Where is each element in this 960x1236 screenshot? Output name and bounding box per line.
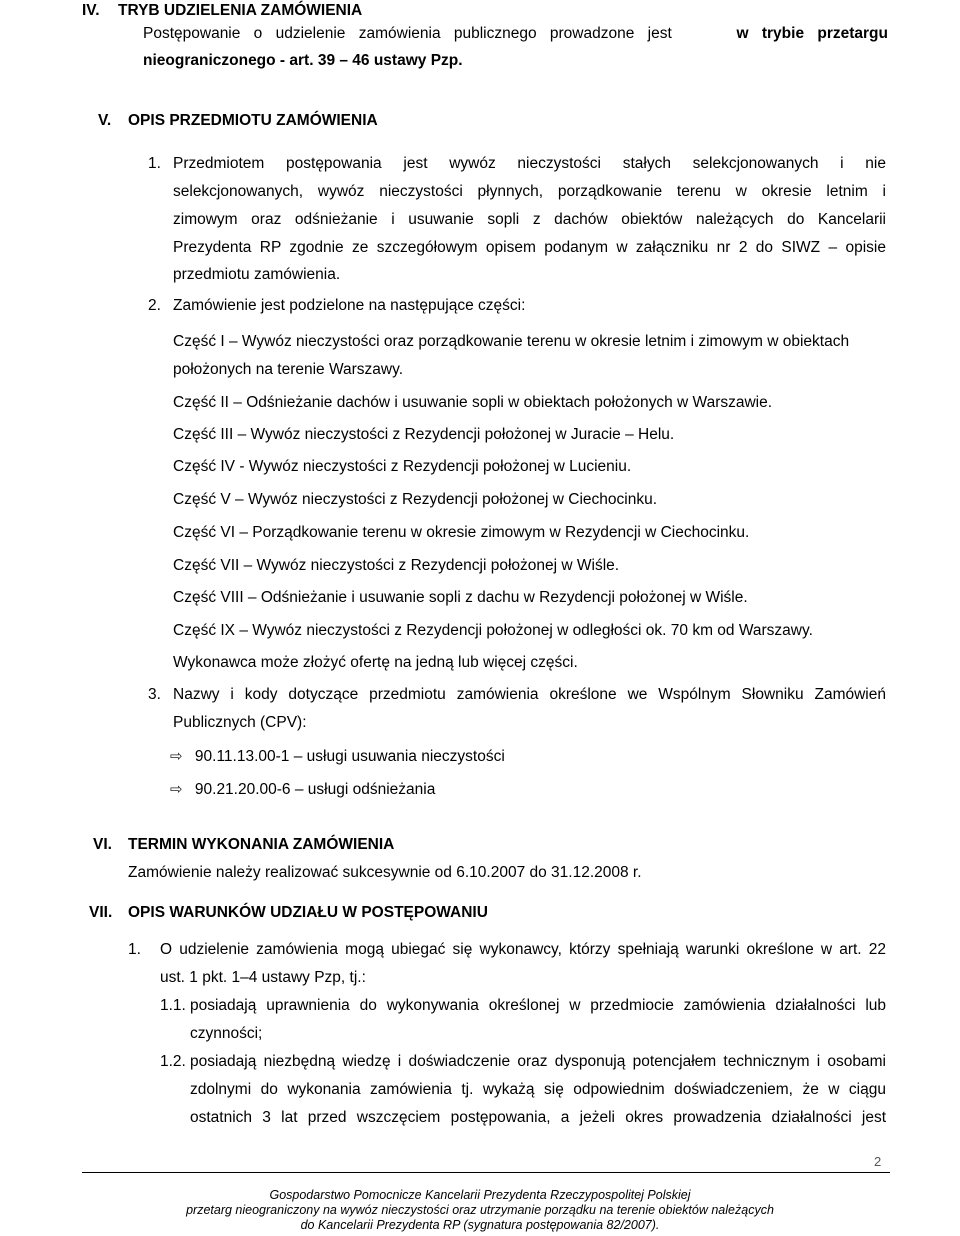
section-title: OPIS PRZEDMIOTU ZAMÓWIENIA bbox=[128, 112, 378, 129]
paragraph-line: zdolnymi do wykonania zamówienia tj. wykażą się odpowiednim doświadczeniem, że w ciągu bbox=[190, 1081, 886, 1098]
text-span: Postępowanie o udzielenie zamówienia publicznego prowadzone jest bbox=[143, 25, 672, 42]
part-line: Część IX – Wywóz nieczystości z Rezydencji położonej w odległości ok. 70 km od Warszawy. bbox=[173, 622, 813, 639]
paragraph-line: Zamówienie jest podzielone na następujące części: bbox=[173, 297, 526, 314]
paragraph-line: Publicznych (CPV): bbox=[173, 714, 307, 731]
paragraph-line: selekcjonowanych, wywóz nieczystości płynnych, porządkowanie terenu w okresie letnim i bbox=[173, 183, 886, 200]
paragraph-line bbox=[143, 25, 888, 43]
cpv-item bbox=[170, 780, 435, 799]
paragraph-line: O udzielenie zamówienia mogą ubiegać się wykonawcy, którzy spełniają warunki określone w art. 22 bbox=[160, 941, 886, 958]
section-number: VI. bbox=[93, 836, 112, 853]
part-line: Część VIII – Odśnieżanie i usuwanie sopli z dachu w Rezydencji położonej w Wiśle. bbox=[173, 589, 748, 606]
paragraph-line: posiadają uprawnienia do wykonywania określonej w przedmiocie zamówienia działalności lub bbox=[190, 997, 886, 1014]
cpv-text: 90.21.20.00-6 – usługi odśnieżania bbox=[194, 781, 436, 798]
part-line: Część II – Odśnieżanie dachów i usuwanie sopli w obiektach położonych w Warszawie. bbox=[173, 394, 773, 411]
part-line: Wykonawca może złożyć ofertę na jedną lub więcej części. bbox=[173, 654, 578, 671]
part-line: położonych na terenie Warszawy. bbox=[173, 361, 404, 378]
part-line: Część IV - Wywóz nieczystości z Rezydencji położonej w Lucieniu. bbox=[173, 458, 632, 475]
arrow-bullet-icon: ⇨ bbox=[170, 781, 183, 798]
part-line: Część VI – Porządkowanie terenu w okresie zimowym w Rezydencji w Ciechocinku. bbox=[173, 524, 750, 541]
cpv-text: 90.11.13.00-1 – usługi usuwania nieczystości bbox=[194, 748, 505, 765]
list-number: 3. bbox=[148, 686, 161, 703]
paragraph-line: ust. 1 pkt. 1–4 ustawy Pzp, tj.: bbox=[160, 969, 366, 986]
footer-line: Gospodarstwo Pomocnicze Kancelarii Prezydenta Rzeczypospolitej Polskiej bbox=[269, 1188, 691, 1202]
paragraph-line: Przedmiotem postępowania jest wywóz nieczystości stałych selekcjonowanych i nie bbox=[173, 155, 886, 172]
list-number: 1.1. bbox=[160, 997, 186, 1014]
list-number: 2. bbox=[148, 297, 161, 314]
paragraph-line: posiadają niezbędną wiedzę i doświadczenie oraz dysponują potencjałem technicznym i osobami bbox=[190, 1053, 886, 1070]
paragraph-line: ostatnich 3 lat przed wszczęciem postępowania, a jeżeli okres prowadzenia działalności jest bbox=[190, 1109, 886, 1126]
section-title: TRYB UDZIELENIA ZAMÓWIENIA bbox=[118, 2, 363, 19]
section-number: VII. bbox=[89, 904, 113, 921]
part-line: Część VII – Wywóz nieczystości z Rezydencji położonej w Wiśle. bbox=[173, 557, 620, 574]
footer-line: do Kancelarii Prezydenta RP (sygnatura postępowania 82/2007). bbox=[300, 1218, 660, 1232]
cpv-item bbox=[170, 747, 505, 766]
section-title: OPIS WARUNKÓW UDZIAŁU W POSTĘPOWANIU bbox=[128, 904, 488, 921]
list-number: 1.2. bbox=[160, 1053, 186, 1070]
footer-divider bbox=[82, 1172, 890, 1173]
page-number: 2 bbox=[874, 1154, 882, 1169]
paragraph-line: zimowym oraz odśnieżanie i usuwanie sopli z dachów obiektów należących do Kancelarii bbox=[173, 211, 886, 228]
paragraph-line: Nazwy i kody dotyczące przedmiotu zamówienia określone we Wspólnym Słowniku Zamówień bbox=[173, 686, 886, 703]
text-span-bold: w trybie przetargu bbox=[736, 25, 888, 42]
paragraph-line: przedmiotu zamówienia. bbox=[173, 266, 341, 283]
part-line: Część V – Wywóz nieczystości z Rezydencji położonej w Ciechocinku. bbox=[173, 491, 657, 508]
paragraph-line: nieograniczonego - art. 39 – 46 ustawy Pzp. bbox=[143, 52, 463, 69]
paragraph-line: Prezydenta RP zgodnie ze szczegółowym opisem podanym w załączniku nr 2 do SIWZ – opisie bbox=[173, 239, 886, 256]
arrow-bullet-icon: ⇨ bbox=[170, 748, 183, 765]
section-number: IV. bbox=[82, 2, 100, 19]
list-number: 1. bbox=[128, 941, 141, 958]
section-number: V. bbox=[98, 112, 112, 129]
part-line: Część I – Wywóz nieczystości oraz porządkowanie terenu w okresie letnim i zimowym w obiektach bbox=[173, 333, 850, 350]
paragraph-line: czynności; bbox=[190, 1025, 263, 1042]
list-number: 1. bbox=[148, 155, 161, 172]
footer-line: przetarg nieograniczony na wywóz nieczystości oraz utrzymanie porządku na terenie obiektów należących bbox=[186, 1203, 774, 1217]
section-title: TERMIN WYKONANIA ZAMÓWIENIA bbox=[128, 836, 395, 853]
paragraph-line: Zamówienie należy realizować sukcesywnie od 6.10.2007 do 31.12.2008 r. bbox=[128, 864, 642, 881]
part-line: Część III – Wywóz nieczystości z Rezydencji położonej w Juracie – Helu. bbox=[173, 426, 675, 443]
